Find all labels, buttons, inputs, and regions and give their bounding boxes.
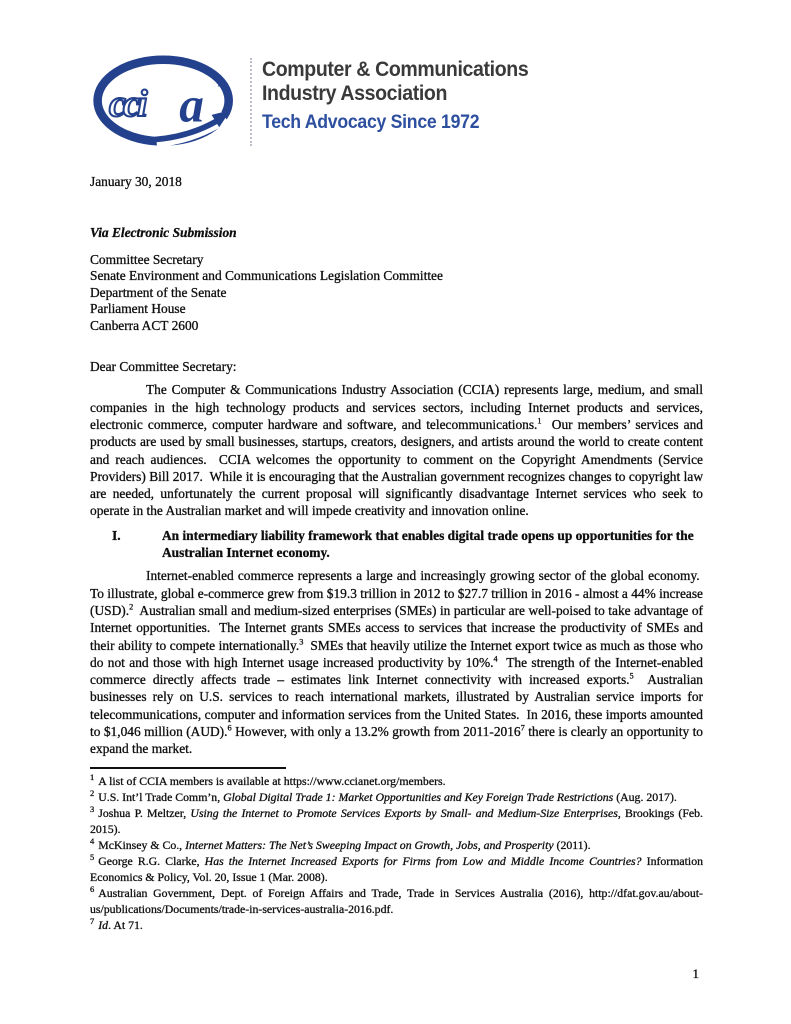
org-block xyxy=(262,55,528,131)
salutation: Dear Committee Secretary: xyxy=(90,359,237,375)
recipient-line-city: Canberra ACT 2600 xyxy=(90,317,199,333)
org-name-line2: Industry Association xyxy=(262,81,448,105)
footnote-text: George R.G. Clarke, Has the Internet Increased Exports for Firms from Low and Middle Income Countries? Information Economics & Policy, Vol. 20, Issue 1 (Mar. 2008). xyxy=(90,853,703,884)
footnotes xyxy=(90,773,703,933)
footnote-6 xyxy=(90,885,703,917)
recipient-line-building: Parliament House xyxy=(90,301,186,317)
footnote-7 xyxy=(90,917,703,933)
footnote-text: Australian Government, Dept. of Foreign Affairs and Trade, Trade in Services Australia (2016), http://dfat.gov.au/about-us/publications/Documents/trade-in-services-australia-2016.pdf. xyxy=(90,885,703,916)
letterhead-divider xyxy=(250,58,252,146)
footnote-text: McKinsey & Co., Internet Matters: The Net’s Sweeping Impact on Growth, Jobs, and Prosperity (2011). xyxy=(98,837,591,852)
org-tagline: Tech Advocacy Since 1972 xyxy=(262,112,480,133)
footnote-number: 4 xyxy=(90,835,95,846)
footnote-number: 5 xyxy=(90,851,95,862)
footnote-4 xyxy=(90,837,703,853)
footnote-text: Id. At 71. xyxy=(98,917,143,932)
footnote-text: Joshua P. Meltzer, Using the Internet to Promote Services Exports by Small- and Medium-Size Enterprises, Brookings (Feb. 2015). xyxy=(90,805,703,836)
footnote-number: 1 xyxy=(90,771,95,782)
footnote-1 xyxy=(90,773,703,789)
recipient-line-department: Department of the Senate xyxy=(90,284,227,300)
ccia-logo xyxy=(90,55,242,150)
paragraph-commerce: Internet-enabled commerce represents a large and increasingly growing sector of the global economy. To illustrate, global e-commerce grew from $19.3 trillion in 2012 to $27.7 trillion in 2016 - almost a 44% increase (USD).$^2$ Australian small and medium-sized enterprises (SMEs) in particular are well-poised to take advantage of Internet opportunities. The Internet grants SMEs access to services that increase the productivity of SMEs and their ability to compete internationally.$^3$ SMEs that heavily utilize the Internet export twice as much as those who do not and those with high Internet usage increased productivity by 10%.$^4$ The strength of the Internet-enabled commerce directly affects trade – estimates link Internet connectivity with increased exports.$^5$ Australian businesses rely on U.S. services to reach international markets, illustrated by Australian service imports for telecommunications, computer and information services from the United States. In 2016, these imports amounted to $1,046 million (AUD).$^6$ However, with only a 13.2% growth from 2011-2016$^7$ there is clearly an opportunity to expand the market. xyxy=(90,568,704,757)
footnote-number: 7 xyxy=(90,915,95,926)
footnote-separator xyxy=(90,767,286,769)
logo-trademark: ™ xyxy=(216,82,226,93)
recipient-line-committee: Senate Environment and Communications Legislation Committee xyxy=(90,268,443,284)
org-name-line1: Computer & Communications xyxy=(262,58,529,81)
footnote-3 xyxy=(90,805,703,837)
paragraph-intro: The Computer & Communications Industry Association (CCIA) represents large, medium, and small companies in the high technology products and services sectors, including Internet products and services, electronic commerce, computer hardware and software, and telecommunications.$^1$ Our members’ services and products are used by small businesses, startups, creators, designers, and artists around the world to create content and reach audiences. CCIA welcomes the opportunity to comment on the Copyright Amendments (Service Providers) Bill 2017. While it is encouraging that the Australian government recognizes changes to copyright law are needed, unfortunately the current proposal will significantly disadvantage Internet services who seek to operate in the Australian market and will impede creativity and innovation online. xyxy=(90,382,703,519)
logo-text-a: a xyxy=(179,77,205,133)
letterhead xyxy=(90,55,703,151)
section-heading xyxy=(90,527,703,562)
footnote-number: 6 xyxy=(90,883,95,894)
section-heading-text: An intermediary liability framework that enables digital trade opens up opportunities for the Australian Internet economy. xyxy=(162,527,694,561)
logo-text-cci: cci xyxy=(109,82,145,125)
footnote-text: U.S. Int’l Trade Comm’n, Global Digital Trade 1: Market Opportunities and Key Foreign Trade Restrictions (Aug. 2017). xyxy=(98,789,677,804)
footnote-text: A list of CCIA members is available at https://www.ccianet.org/members. xyxy=(98,773,446,788)
section-number: I. xyxy=(112,527,121,543)
footnote-number: 3 xyxy=(90,803,95,814)
footnote-2 xyxy=(90,789,703,805)
page-number: 1 xyxy=(692,965,699,981)
footnote-5 xyxy=(90,853,703,885)
recipient-address xyxy=(90,252,703,335)
letter-date: January 30, 2018 xyxy=(90,174,182,189)
footnote-number: 2 xyxy=(90,787,95,798)
recipient-line-title: Committee Secretary xyxy=(90,251,204,267)
submission-method: Via Electronic Submission xyxy=(90,225,237,241)
